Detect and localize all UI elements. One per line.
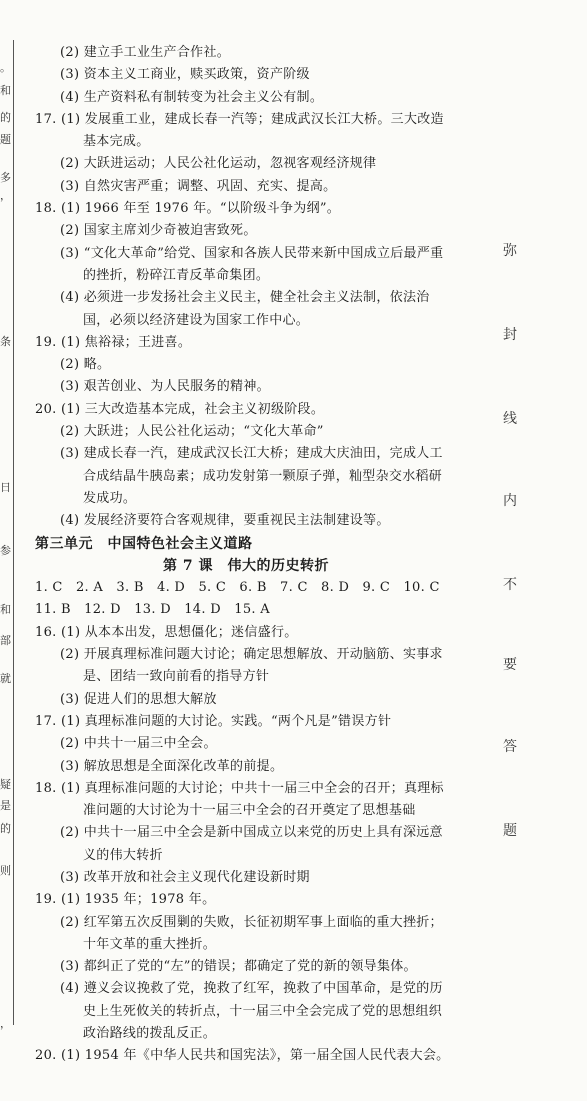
margin-char: 的 — [0, 822, 11, 835]
answer-line: (2) 大跃进；人民公社化运动；“文化大革命” — [60, 424, 324, 440]
answer-line: 准问题的大讨论为十一届三中全会的召开奠定了思想基础 — [83, 803, 416, 819]
answer-line: (2) 国家主席刘少奇被迫害致死。 — [60, 223, 257, 239]
answer-line: 十年文革的重大挫折。 — [83, 936, 217, 952]
margin-char: 则 — [0, 864, 11, 877]
answer-line: 的挫折，粉碎江青反革命集团。 — [83, 267, 270, 283]
seal-char: 封 — [503, 327, 517, 343]
answer-line: (3) “文化大革命”给党、国家和各族人民带来新中国成立后最严重 — [60, 245, 444, 261]
margin-char: 条 — [0, 335, 11, 348]
answer-line: (3) 改革开放和社会主义现代化建设新时期 — [60, 869, 310, 885]
margin-char: 多 — [0, 171, 11, 184]
answer-line: 合成结晶牛胰岛素；成功发射第一颗原子弹，籼型杂交水稻研 — [83, 468, 443, 484]
seal-char: 线 — [503, 411, 517, 427]
seal-char: 不 — [503, 577, 517, 593]
answer-line: (4) 发展经济要符合客观规律，要重视民主法制建设等。 — [60, 513, 390, 529]
answer-content — [35, 42, 495, 1068]
seal-char: 答 — [503, 739, 517, 755]
margin-char: 参 — [0, 544, 11, 557]
answer-line: (2) 中共十一届三中全会是新中国成立以来党的历史上具有深远意 — [60, 825, 443, 841]
answer-line: (3) 自然灾害严重；调整、巩固、充实、提高。 — [60, 178, 337, 194]
answer-line: (2) 红军第五次反围剿的失败，长征初期军事上面临的重大挫折； — [60, 914, 443, 930]
margin-char: 就 — [0, 672, 11, 685]
left-margin-fragments — [0, 0, 28, 1101]
margin-char: 是 — [0, 799, 11, 812]
seal-char: 弥 — [503, 243, 517, 259]
unit-heading: 第三单元 中国特色社会主义道路 — [35, 535, 253, 552]
answer-line: 17. (1) 真理标准问题的大讨论。实践。“两个凡是”错误方针 — [35, 713, 392, 729]
answer-line: (3) 资本主义工商业，赎买政策，资产阶级 — [60, 67, 310, 83]
margin-char: 和 — [0, 84, 11, 97]
answer-line: 18. (1) 真理标准问题的大讨论；中共十一届三中全会的召开；真理标 — [35, 780, 444, 796]
answer-line: (2) 略。 — [60, 357, 111, 373]
answer-line: 发成功。 — [83, 490, 137, 506]
answer-line: 基本完成。 — [83, 134, 150, 150]
answer-line: 史上生死攸关的转折点，十一届三中全会完成了党的思想组织 — [83, 1003, 443, 1019]
answer-line: (2) 建立手工业生产合作社。 — [60, 45, 231, 60]
answer-line: (3) 解放思想是全面深化改革的前提。 — [60, 758, 284, 774]
seal-char: 内 — [503, 493, 517, 509]
answer-line: 17. (1) 发展重工业，建成长春一汽等；建成武汉长江大桥。三大改造 — [35, 111, 444, 127]
answer-line: 1. C 2. A 3. B 4. D 5. C 6. B 7. C 8. D 9. C 10. C — [35, 580, 440, 596]
answer-line: 18. (1) 1966 年至 1976 年。“以阶级斗争为纲”。 — [35, 201, 341, 217]
answer-line: 20. (1) 三大改造基本完成，社会主义初级阶段。 — [35, 401, 325, 417]
answer-line: 义的伟大转折 — [83, 847, 163, 863]
answer-line: 19. (1) 1935 年；1978 年。 — [35, 892, 216, 908]
lesson-heading: 第 7 课 伟大的历史转折 — [163, 557, 329, 574]
answer-line: (3) 艰苦创业、为人民服务的精神。 — [60, 379, 270, 395]
seal-char: 题 — [503, 823, 517, 839]
answer-line: 19. (1) 焦裕禄；王进喜。 — [35, 334, 192, 350]
answer-line: 政治路线的拨乱反正。 — [83, 1026, 217, 1042]
answer-line: (4) 生产资料私有制转变为社会主义公有制。 — [60, 89, 324, 105]
margin-char: 。 — [0, 61, 11, 74]
answer-line: 16. (1) 从本本出发，思想僵化；迷信盛行。 — [35, 624, 298, 640]
margin-char: ， — [0, 189, 11, 202]
margin-rule — [13, 40, 14, 1025]
answer-line: 国，必须以经济建设为国家工作中心。 — [83, 312, 310, 328]
answer-line: (2) 开展真理标准问题大讨论；确定思想解放、开动脑筋、实事求 — [60, 647, 443, 663]
margin-char: 日 — [0, 481, 11, 494]
margin-char: 部 — [0, 634, 11, 647]
margin-char: 题 — [0, 133, 11, 146]
margin-char: ， — [0, 1017, 11, 1030]
answer-line: (3) 促进人们的思想大解放 — [60, 691, 217, 707]
margin-char: 疑 — [0, 778, 11, 791]
answer-line: (2) 大跃进运动；人民公社化运动，忽视客观经济规律 — [60, 156, 377, 172]
answer-line: 是、团结一致向前看的指导方针 — [83, 669, 270, 685]
seal-char: 要 — [503, 657, 517, 673]
answer-line: (4) 必须进一步发扬社会主义民主，健全社会主义法制，依法治 — [60, 290, 430, 306]
answer-line: (4) 遵义会议挽救了党，挽救了红军，挽救了中国革命，是党的历 — [60, 981, 443, 997]
answer-line: (3) 建成长春一汽，建成武汉长江大桥；建成大庆油田，完成人工 — [60, 446, 443, 462]
answer-line: 20. (1) 1954 年《中华人民共和国宪法》，第一届全国人民代表大会。 — [35, 1048, 450, 1064]
seal-line-notice — [496, 240, 520, 839]
margin-char: 的 — [0, 111, 11, 124]
answer-line: (3) 都纠正了党的“左”的错误；都确定了党的新的领导集体。 — [60, 959, 417, 975]
answer-line: (2) 中共十一届三中全会。 — [60, 736, 217, 752]
answer-line: 11. B 12. D 13. D 14. D 15. A — [35, 602, 270, 618]
margin-char: 和 — [0, 603, 11, 616]
